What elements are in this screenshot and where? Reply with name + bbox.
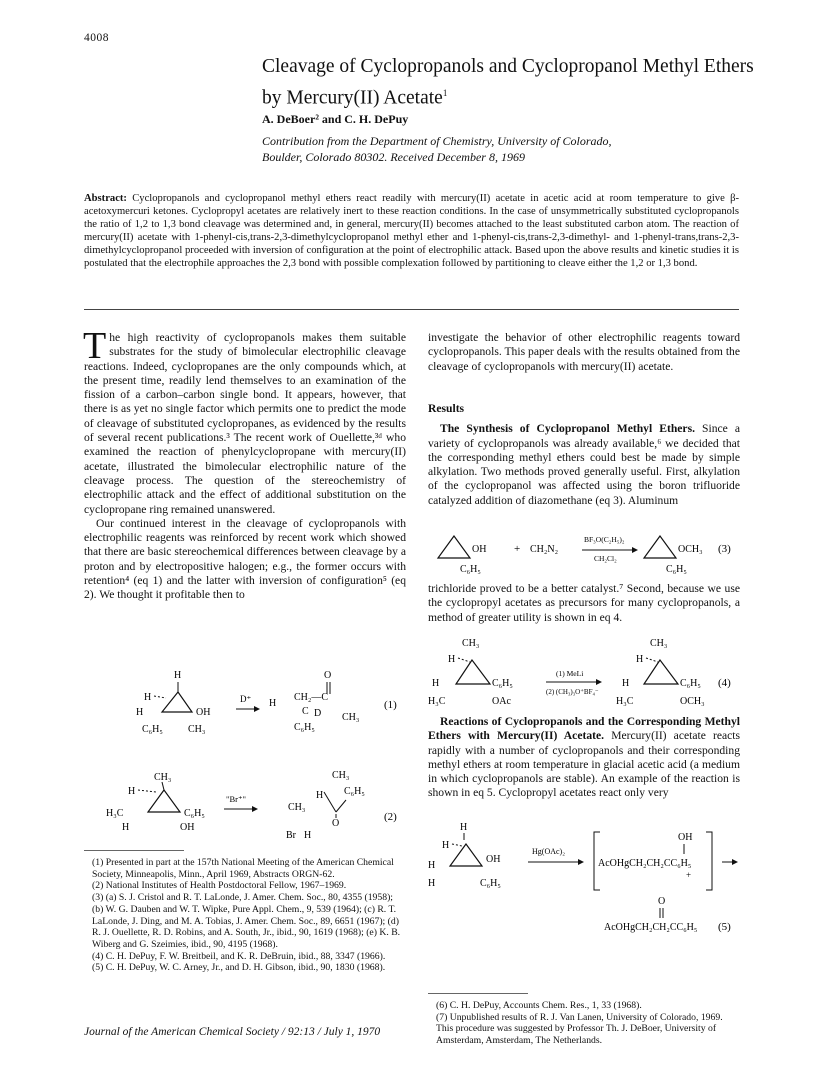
footnote-divider-right [428, 993, 528, 994]
svg-text:OH: OH [472, 544, 487, 555]
abstract [84, 193, 739, 270]
equation-2-number: (2) [384, 811, 397, 823]
svg-text:CH₃: CH₃ [462, 638, 480, 649]
svg-text:H: H [122, 822, 130, 833]
equation-3-scheme [428, 530, 740, 580]
svg-text:H: H [304, 830, 312, 841]
drop-cap: T [83, 325, 107, 367]
equation-4-number: (4) [718, 677, 731, 689]
footnotes-left [84, 857, 406, 974]
svg-text:H: H [174, 670, 182, 681]
article-title [262, 54, 762, 112]
footnote-7: (7) Unpublished results of R. J. Van Lanen, University of Colorado, 1969. This procedure was suggested by Professor Th. J. DeBoer, University of Amsterdam, Amsterdam, The Netherlands. [436, 1011, 723, 1047]
svg-text:OCH₃: OCH₃ [678, 544, 703, 555]
diazomethane: CH₂N₂ [530, 544, 559, 555]
affiliation-line-2: Boulder, Colorado 80302. Received December 8, 1969 [262, 150, 525, 164]
journal-footer: Journal of the American Chemical Society / 92:13 / July 1, 1970 [84, 1026, 381, 1038]
svg-text:O: O [324, 670, 332, 681]
svg-text:H: H [442, 840, 450, 851]
footnote-3: (3) (a) S. J. Cristol and R. T. LaLonde, J. Amer. Chem. Soc., 80, 4355 (1958); (b) W. G. Dauben and W. T. Wipke, Pure Appl. Chem., 9, 539 (1964); (c) R. T. LaLonde, J. Ding, and M. A. Tobias, J. Amer. Chem. Soc., 89, 6651 (1967); (d) R. J. Ouellette, R. D. Robins, and A. South, Jr., ibid., 90, 1619 (1968); (e) K. B. Wiberg and G. Szeimies, ibid., 90, 4195 (1968). [92, 892, 401, 950]
footnote-4: (4) C. H. DePuy, F. W. Breitbeil, and K. R. DeBruin, ibid., 88, 3347 (1966). [92, 950, 386, 962]
right-paragraph-1: investigate the behavior of other electrophilic reagents toward cyclopropanols. This paper deals with the results obtained from the cleavage of cyclopropanols with mercury(II) acetate. [428, 331, 740, 373]
title-footnote-mark: 1 [442, 88, 448, 98]
equation-3-reagent-top: BF₃O(C₂H₅)₂ [584, 535, 625, 544]
title-line-1: Cleavage of Cyclopropanols and Cyclopropanol Methyl Ethers [262, 56, 754, 77]
equation-1-number: (1) [384, 699, 397, 711]
plus-sign: + [514, 543, 521, 555]
svg-text:CH₃: CH₃ [342, 712, 360, 723]
svg-text:C₆H₅: C₆H₅ [184, 808, 205, 819]
svg-text:+: + [686, 870, 692, 880]
equation-4-reagent-top: (1) MeLi [556, 669, 584, 678]
footnote-divider-left [84, 850, 184, 851]
svg-text:CH₃: CH₃ [332, 770, 350, 781]
affiliation [262, 133, 782, 165]
equation-5-reagent: Hg(OAc)₂ [532, 847, 565, 856]
reactions-section [428, 715, 740, 801]
svg-text:C: C [302, 706, 309, 717]
equation-5-scheme [428, 820, 740, 952]
svg-text:C₆H₅: C₆H₅ [294, 722, 315, 733]
svg-text:OH: OH [180, 822, 195, 833]
svg-text:H: H [622, 678, 630, 689]
results-section [428, 402, 740, 508]
footnote-1: (1) Presented in part at the 157th National Meeting of the American Chemical Society, Minneapolis, Minn., April 1969, Abstracts ORGN-62. [92, 857, 394, 880]
svg-text:H: H [269, 698, 277, 709]
svg-text:OCH₃: OCH₃ [680, 696, 705, 707]
svg-text:OH: OH [196, 707, 211, 718]
svg-text:H₃C: H₃C [428, 696, 446, 707]
right-paragraph-3: trichloride proved to be a better catalyst.⁷ Second, because we use the cyclopropyl acetates as precursors for many cyclopropanols, a method of greater utility is shown in eq 4. [428, 582, 740, 624]
equation-1-scheme [84, 668, 409, 768]
footnote-6: (6) C. H. DePuy, Accounts Chem. Res., 1, 33 (1968). [436, 1000, 642, 1011]
svg-text:D: D [314, 708, 322, 719]
abstract-text: Cyclopropanols and cyclopropanol methyl ethers react readily with mercury(II) acetate in acetic acid at room temperature to give β-acetoxymercuri ketones. Cyclopropyl acetates are relatively inert to these reaction conditions. In the case of unsymmetrically substituted cyclopropanols the ratio of 1,2 to 1,3 bond cleavage was determined and, in general, mercury(II) becomes attached to the least substituted carbon atom. The reaction of mercury(II) acetate with 1-phenyl-cis,trans-2,3-dimethylcyclopropanol methyl ether and 1-phenyl-cis,trans-2,3-dimethyl- and 1-phenyl-trans,trans-2,3-dimethylcyclopropanol proceeded with inversion of configuration at the point of electrophilic attack. Based upon the above results and kinetic studies it is postulated that the electrophile approaches the 2,3 bond with possible complexation followed by partitioning to cleave either the 1,2 or 1,3 bond. [84, 193, 739, 269]
svg-text:CH₃: CH₃ [650, 638, 668, 649]
left-column-body [83, 325, 406, 603]
svg-text:OH: OH [486, 854, 501, 865]
authors: A. DeBoer² and C. H. DePuy [262, 112, 409, 126]
footnote-2: (2) National Institutes of Health Postdoctoral Fellow, 1967–1969. [92, 880, 347, 892]
equation-3-number: (3) [718, 543, 731, 555]
equation-3-reagent-bottom: CH₂Cl₂ [594, 554, 617, 563]
svg-text:D⁺: D⁺ [240, 694, 252, 704]
page-number: 4008 [84, 32, 109, 44]
equation-5-intermediate: AcOHgCH₂CH₂CC₆H₅ [598, 858, 692, 869]
svg-text:CH₃: CH₃ [188, 724, 206, 735]
svg-text:C₆H₅: C₆H₅ [344, 786, 365, 797]
equation-4-scheme [428, 636, 740, 716]
equation-5-product: AcOHgCH₂CH₂CC₆H₅ [604, 922, 698, 933]
title-line-2 [262, 80, 762, 112]
intro-paragraph-2: Our continued interest in the cleavage of cyclopropanols with electrophilic reagents was reinforced by recent work which showed that there are basic stereochemical differences between cleavage by a proton and by electropositive halogen; e.g., the former occurs with retention⁴ (eq 1) and the latter with inversion of configuration⁵ (eq 2). We thought it profitable then to [84, 516, 406, 602]
intro-paragraph-1 [83, 325, 406, 517]
svg-text:CH₂—C: CH₂—C [294, 692, 329, 703]
svg-text:O: O [658, 896, 666, 907]
equation-2-reagent: "Br⁺" [226, 794, 246, 804]
affiliation-line-1: Contribution from the Department of Chemistry, University of Colorado, [262, 134, 612, 148]
reactions-paragraph [428, 715, 740, 801]
svg-text:OH: OH [678, 832, 693, 843]
svg-text:H: H [448, 654, 456, 665]
svg-text:H: H [428, 878, 436, 889]
svg-text:H: H [316, 790, 324, 801]
equation-5-number: (5) [718, 921, 731, 933]
abstract-divider [84, 309, 739, 310]
svg-text:OAc: OAc [492, 696, 511, 707]
svg-text:C₆H₅: C₆H₅ [480, 878, 501, 889]
intro-paragraph-1-text: he high reactivity of cyclopropanols makes them suitable substrates for the study of bimolecular electrophilic cleavage reactions. Indeed, cyclopropanes are the only compounds which, at the present time, readily lend themselves to an examination of the fission of a carbon–carbon single bond. It appears, however, that there is as yet no single factor which permits one to predict the mode of cleavage of substituted cyclopropanes, as evidenced by the results of several recent publications.³ The recent work of Ouellette,³ᵈ who examined the reaction of phenylcyclopropane with mercury(II) acetate, illustrated the bimolecular electrophilic nature of the cleavage process. The question of the stereochemistry of electrophilic attack and the effect of additional substitution on the cyclopropane ring remained unanswered. [84, 331, 406, 516]
footnote-5: (5) C. H. DePuy, W. C. Arney, Jr., and D. H. Gibson, ibid., 90, 1830 (1968). [92, 962, 386, 974]
svg-text:O: O [332, 818, 340, 829]
reactions-heading: Reactions of Cyclopropanols and the Corresponding Methyl Ethers with Mercury(II) Acetate. [428, 715, 740, 743]
svg-text:H: H [136, 707, 144, 718]
svg-text:Br: Br [286, 830, 296, 841]
synthesis-heading: The Synthesis of Cyclopropanol Methyl Ethers. [440, 422, 695, 436]
reactions-text: Mercury(II) acetate reacts rapidly with a number of cyclopropanols and their corresponding methyl ethers at room temperature in glacial acetic acid (a medium in which cyclopropanols are stable). An example of the reaction is shown in eq 5. Cyclopropyl acetates react only very [428, 729, 741, 800]
svg-text:H: H [428, 860, 436, 871]
svg-text:H: H [460, 822, 468, 833]
svg-text:C₆H₅: C₆H₅ [142, 724, 163, 735]
svg-text:C₆H₅: C₆H₅ [666, 564, 687, 575]
svg-text:H: H [636, 654, 644, 665]
svg-text:CH₃: CH₃ [154, 772, 172, 783]
svg-text:C₆H₅: C₆H₅ [492, 678, 513, 689]
svg-text:H₃C: H₃C [616, 696, 634, 707]
svg-text:C₆H₅: C₆H₅ [460, 564, 481, 575]
synthesis-paragraph [428, 422, 740, 508]
svg-text:H: H [128, 786, 136, 797]
title-line-2-text: by Mercury(II) Acetate [262, 87, 443, 109]
svg-text:H: H [144, 692, 152, 703]
svg-text:CH₃: CH₃ [288, 802, 306, 813]
svg-text:C₆H₅: C₆H₅ [680, 678, 701, 689]
equation-4-reagent-bottom: (2) (CH₃)₃O⁺BF₄⁻ [546, 688, 599, 696]
footnotes-right [428, 1000, 740, 1047]
equation-2-scheme [84, 768, 409, 853]
synthesis-text: Since a variety of cyclopropanols was already available,⁶ we decided that the corresponding methyl ethers could best be made by simple alkylation. Two methods proved generally useful. First, alkylation of the cyclopropanol was affected using the boron trifluoride catalyzed addition of diazomethane (eq 3). Aluminum [428, 422, 740, 507]
results-heading: Results [428, 402, 465, 415]
equation-1-reagent: D⁺ [246, 726, 248, 727]
abstract-label: Abstract: [84, 193, 127, 204]
svg-text:H₃C: H₃C [106, 808, 124, 819]
svg-text:H: H [432, 678, 440, 689]
